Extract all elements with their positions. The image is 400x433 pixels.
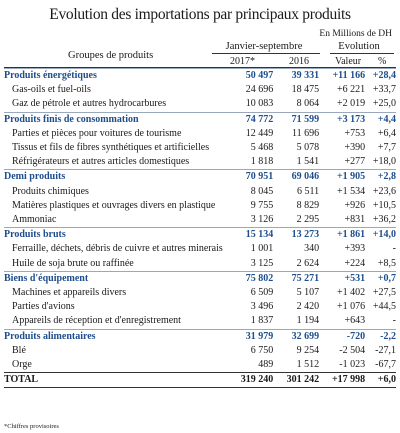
category-row [4, 271, 396, 286]
evolution-pct: +4,4 [365, 112, 396, 127]
evolution-pct: +10,5 [372, 199, 396, 211]
table-row [4, 141, 396, 155]
row-label: Machines et appareils divers [12, 287, 127, 299]
category-row [4, 112, 396, 127]
table-row [4, 300, 396, 314]
imports-table [4, 68, 396, 388]
unit-label: En Millions de DH [319, 29, 392, 39]
value-2017: 75 802 [229, 271, 273, 286]
value-2017: 6 509 [250, 287, 274, 299]
value-2017: 1 837 [250, 315, 274, 327]
evolution-value: +11 166 [319, 69, 365, 84]
row-label: Parties et pièces pour voitures de tourisme [12, 127, 182, 139]
row-label: Parties d'avions [12, 301, 75, 313]
table-row [4, 213, 396, 228]
evolution-pct: +6,0 [365, 373, 396, 388]
evolution-pct: +2,8 [365, 170, 396, 185]
value-2016: 69 046 [273, 170, 319, 185]
row-label: Blé [12, 344, 26, 356]
row-label: Demi produits [4, 170, 229, 185]
value-2017: 3 125 [250, 257, 274, 269]
row-label: Ammoniac [12, 214, 57, 226]
row-label: Tissus et fils de fibres synthétiques et artificielles [12, 142, 210, 154]
header-2017: 2017* [230, 56, 255, 67]
value-2016: 1 194 [296, 315, 320, 327]
table-row [4, 97, 396, 112]
evolution-value: +3 173 [319, 112, 365, 127]
row-label: Biens d'équipement [4, 271, 229, 286]
value-2017: 31 979 [229, 329, 273, 344]
total-row [4, 373, 396, 388]
value-2017: 50 497 [229, 69, 273, 84]
table-row [4, 155, 396, 170]
value-2017: 10 083 [245, 98, 274, 110]
evolution-value: +831 [344, 214, 366, 226]
row-label: Matières plastiques et ouvrages divers en plastique [12, 199, 216, 211]
evolution-value: +531 [319, 271, 365, 286]
evolution-pct: +8,5 [377, 257, 396, 269]
value-2016: 340 [304, 243, 320, 255]
value-2016: 5 107 [296, 287, 320, 299]
evolution-underline [330, 53, 394, 54]
header-groupes: Groupes de produits [68, 50, 154, 61]
evolution-pct: +18,0 [372, 156, 396, 168]
value-2017: 3 496 [250, 301, 274, 313]
evolution-pct: +33,7 [372, 84, 396, 96]
table-row [4, 344, 396, 358]
value-2017: 1 001 [250, 243, 274, 255]
header-period: Janvier-septembre [225, 41, 303, 52]
value-2016: 8 829 [296, 199, 320, 211]
table-row [4, 83, 396, 97]
row-label: Huile de soja brute ou raffinée [12, 257, 134, 269]
value-2016: 11 696 [291, 127, 320, 139]
evolution-value: +1 076 [337, 301, 366, 313]
evolution-value: +2 019 [337, 98, 366, 110]
evolution-value: +277 [344, 156, 366, 168]
evolution-pct: -2,2 [365, 329, 396, 344]
value-2016: 2 420 [296, 301, 320, 313]
value-2017: 24 696 [245, 84, 274, 96]
value-2017: 74 772 [229, 112, 273, 127]
header-evolution: Evolution [338, 41, 380, 52]
value-2016: 5 078 [296, 142, 320, 154]
value-2016: 39 331 [273, 69, 319, 84]
evolution-value: +393 [344, 243, 366, 255]
category-row [4, 329, 396, 344]
value-2017: 5 468 [250, 142, 274, 154]
evolution-pct: +0,7 [365, 271, 396, 286]
evolution-pct: +44,5 [372, 301, 396, 313]
evolution-pct: -67,7 [375, 359, 396, 371]
evolution-pct: -27,1 [375, 344, 396, 356]
value-2017: 9 755 [250, 199, 274, 211]
evolution-value: +643 [344, 315, 366, 327]
evolution-value: +1 402 [337, 287, 366, 299]
evolution-pct: - [392, 315, 396, 327]
value-2016: 2 295 [296, 214, 320, 226]
value-2016: 6 511 [296, 185, 320, 197]
evolution-value: +926 [344, 199, 366, 211]
value-2016: 2 624 [296, 257, 320, 269]
table-row [4, 358, 396, 373]
evolution-value: -2 504 [339, 344, 366, 356]
row-label: Produits bruts [4, 228, 229, 243]
header-valeur: Valeur [335, 56, 362, 67]
evolution-value: -720 [319, 329, 365, 344]
row-label: Produits alimentaires [4, 329, 229, 344]
table-row [4, 199, 396, 213]
evolution-value: +1 905 [319, 170, 365, 185]
value-2016: 9 254 [296, 344, 320, 356]
evolution-value: +1 861 [319, 228, 365, 243]
evolution-pct: +23,6 [372, 185, 396, 197]
evolution-value: +390 [344, 142, 366, 154]
value-2017: 6 750 [250, 344, 274, 356]
category-row [4, 170, 396, 185]
value-2016: 13 273 [273, 228, 319, 243]
row-label: Appareils de réception et d'enregistrement [12, 315, 181, 327]
evolution-value: +17 998 [319, 373, 365, 388]
value-2016: 75 271 [273, 271, 319, 286]
evolution-pct: +27,5 [372, 287, 396, 299]
value-2016: 301 242 [273, 373, 319, 388]
row-label: Produits énergétiques [4, 69, 229, 84]
value-2017: 15 134 [229, 228, 273, 243]
evolution-pct: +28,4 [365, 69, 396, 84]
evolution-pct: - [392, 243, 396, 255]
table-row [4, 257, 396, 272]
evolution-value: +224 [344, 257, 366, 269]
period-underline [212, 53, 320, 54]
row-label: Orge [12, 359, 32, 371]
value-2016: 1 512 [296, 359, 320, 371]
value-2017: 70 951 [229, 170, 273, 185]
evolution-pct: +14,0 [365, 228, 396, 243]
row-label: Réfrigérateurs et autres articles domestiques [12, 156, 190, 168]
value-2017: 1 818 [250, 156, 274, 168]
value-2017: 489 [258, 359, 274, 371]
evolution-pct: +6,4 [377, 127, 396, 139]
header-pct: % [378, 56, 387, 67]
footnote: *Chiffres provisoires [4, 423, 59, 430]
evolution-value: +6 221 [337, 84, 366, 96]
table-row [4, 286, 396, 300]
value-2016: 8 064 [296, 98, 320, 110]
table-row [4, 242, 396, 256]
evolution-pct: +7,7 [377, 142, 396, 154]
row-label: Gaz de pétrole et autres hydrocarbures [12, 98, 167, 110]
evolution-value: -1 023 [339, 359, 366, 371]
value-2016: 1 541 [296, 156, 320, 168]
evolution-pct: +25,0 [372, 98, 396, 110]
evolution-value: +1 534 [337, 185, 366, 197]
row-label: Ferraille, déchets, débris de cuivre et autres minerais [12, 243, 223, 255]
table-row [4, 185, 396, 199]
table-row [4, 314, 396, 329]
category-row [4, 228, 396, 243]
header-2016: 2016 [289, 56, 309, 67]
category-row [4, 69, 396, 84]
evolution-value: +753 [344, 127, 366, 139]
value-2017: 319 240 [229, 373, 273, 388]
value-2016: 32 699 [273, 329, 319, 344]
table-row [4, 127, 396, 141]
row-label: Gas-oils et fuel-oils [12, 84, 91, 96]
value-2016: 71 599 [273, 112, 319, 127]
evolution-pct: +36,2 [372, 214, 396, 226]
value-2016: 18 475 [291, 84, 320, 96]
value-2017: 12 449 [245, 127, 274, 139]
value-2017: 8 045 [250, 185, 274, 197]
row-label: Produits chimiques [12, 185, 89, 197]
value-2017: 3 126 [250, 214, 274, 226]
table-title: Evolution des importations par principaux produits [49, 6, 351, 23]
row-label: TOTAL [4, 373, 229, 388]
row-label: Produits finis de consommation [4, 112, 229, 127]
